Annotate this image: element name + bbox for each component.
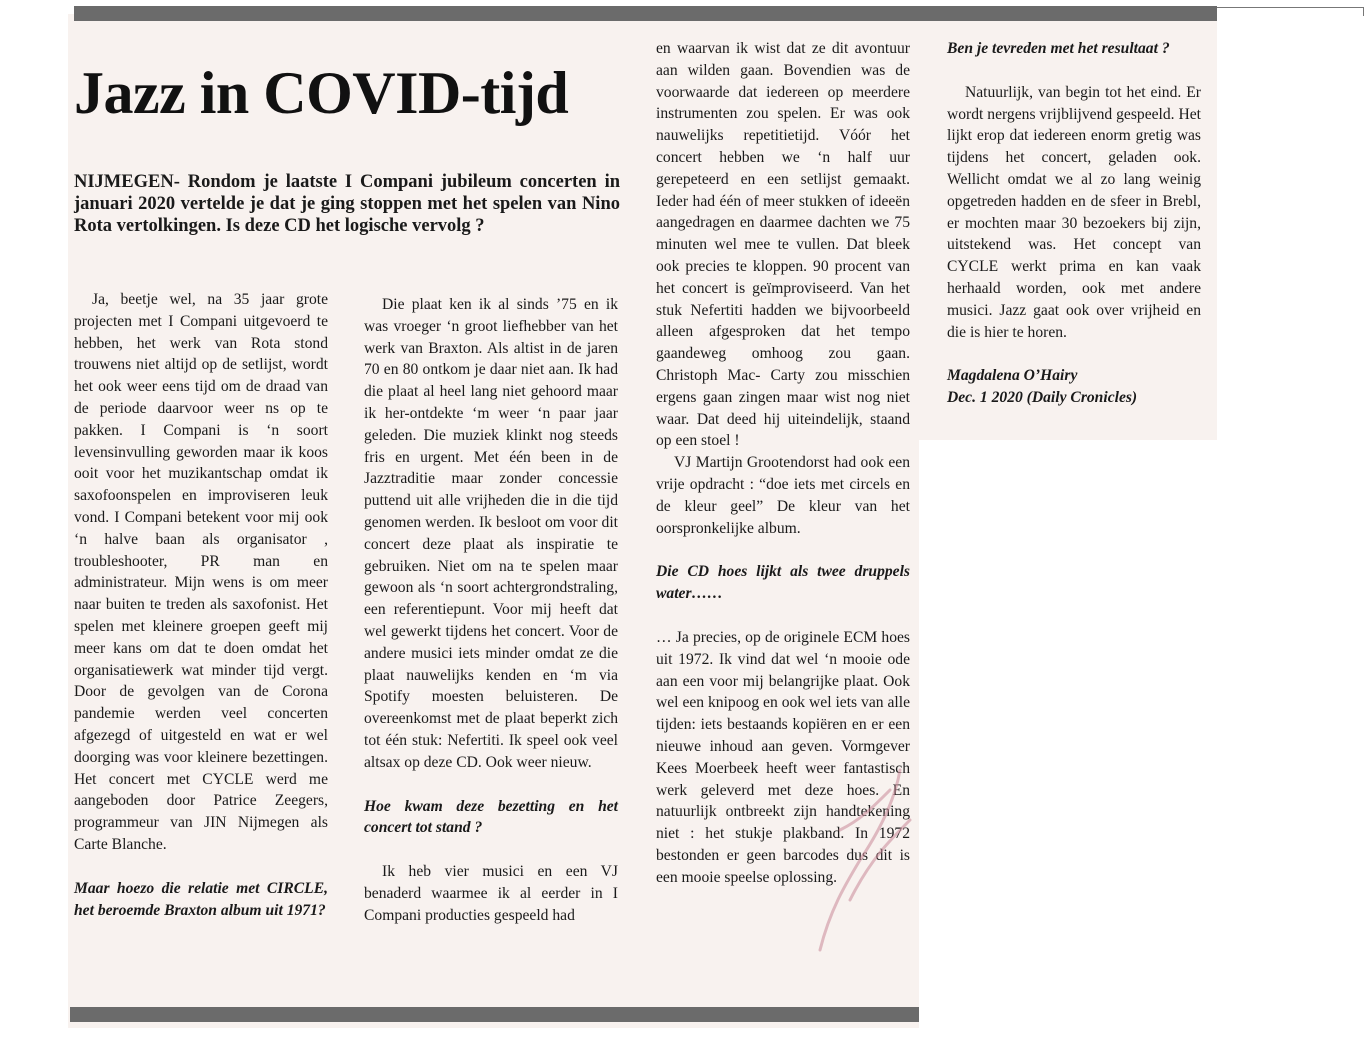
article-column-3 bbox=[656, 38, 910, 888]
article-dateline: Dec. 1 2020 (Daily Cronicles) bbox=[947, 389, 1138, 407]
top-rule bbox=[74, 6, 1217, 21]
author-name: Magdalena O’Hairy bbox=[947, 367, 1078, 385]
paragraph: Ik heb vier musici en een VJ benaderd waarmee ik al eerder in I Compani producties gespeeld had bbox=[364, 863, 618, 924]
interview-question: Hoe kwam deze bezetting en het concert tot stand ? bbox=[364, 797, 618, 837]
article-column-4 bbox=[947, 38, 1201, 409]
paragraph: Natuurlijk, van begin tot het eind. Er wordt nergens vrijblijvend gespeeld. Het lijkt erop dat iedereen enorm gretig was tijdens het concert, geladen ook. Wellicht omdat we al zo lang weinig opgetreden hadden en de sfeer in Brebl, er mochten maar 30 bezoekers bij zijn, uitstekend was. Het concept van CYCLE werkt prima en kan vaak herhaald worden, ook met andere musici. Jazz gaat ook over vrijheid en die is hier te horen. bbox=[947, 83, 1201, 341]
paragraph: Die plaat ken ik al sinds ’75 en ik was vroeger ‘n groot liefhebber van het werk van Braxton. Als altist in de jaren 70 en 80 ontkom je daar niet aan. Ik had die plaat al heel lang niet gehoord maar ik her-ontdekte ‘m weer ‘n paar jaar geleden. Die muziek klinkt nog steeds fris en urgent. Met één been in de Jazztraditie maar zonder concessie puttend uit alle vrijheden die in die tijd genomen werden. Ik besloot om voor dit concert deze plaat als inspiratie te gebruiken. Niet om na te spelen maar gewoon als ‘n soort achtergrondstraling, een referentiepunt. Voor mij heeft dat wel gewerkt tijdens het concert. Voor de andere musici iets minder omdat ze die plaat nauwelijks kenden en ‘m via Spotify moesten beluisteren. De overeenkomst met de plaat beperkt zich tot één stuk: Nefertiti. Ik speel ook veel altsax op deze CD. Ook weer nieuw. bbox=[364, 296, 618, 771]
paragraph: Ja, beetje wel, na 35 jaar grote projecten met I Compani uitgevoerd te hebben, het werk van Rota stond trouwens niet altijd op de setlijst, wordt het ook weer eens tijd om de draad van de periode daarvoor weer ns op te pakken. I Compani is ‘n soort levensinvulling geworden maar ik koos ooit voor het muzikantschap omdat ik saxofoonspelen en improviseren leuk vond. I Compani betekent voor mij ook ‘n halve baan als organisator , troubleshooter, PR man en administrateur. Mijn wens is om meer naar buiten te treden als saxofonist. Het spelen met kleinere groepen geeft mij meer kans om dat te doen omdat het organisatiewerk wat minder tijd vergt. Door de gevolgen van de Corona pandemie werden veel concerten afgezegd of uitgesteld en wat er wel doorging was voor kleinere bezettingen. Het concert met CYCLE werd me aangeboden door Patrice Zeegers, programmeur van JIN Nijmegen als Carte Blanche. bbox=[74, 291, 328, 853]
crop-line bbox=[1217, 7, 1364, 8]
article-lead: NIJMEGEN- Rondom je laatste I Compani jubileum concerten in januari 2020 vertelde je dat je ging stoppen met het spelen van Nino Rota vertolkingen. Is deze CD het logische vervolg ? bbox=[74, 172, 620, 236]
crop-line-vertical bbox=[1363, 7, 1364, 16]
paragraph: en waarvan ik wist dat ze dit avontuur aan wilden gaan. Bovendien was de voorwaarde dat iedereen op meerdere instrumenten zou spelen. Er was ook nauwelijks repetitietijd. Vóór het concert hebben we ‘n half uur gerepeteerd en een setlijst gemaakt. Ieder had één of meer stukken of ideeën aangedragen en daarmee dachten we 75 minuten wel mee te vullen. Dat bleek ook precies te kloppen. 90 procent van het concert is geïmproviseerd. Van het stuk Nefertiti hadden we bijvoorbeeld alleen afgesproken dat het tempo gaandeweg omhoog zou gaan. Christoph Mac- Carty zou misschien ergens gaan zingen maar wist nog niet waar. Dat deed hij uiteindelijk, staand op een stoel ! bbox=[656, 40, 910, 450]
article-headline: Jazz in COVID-tijd bbox=[74, 60, 569, 126]
bottom-rule bbox=[70, 1007, 919, 1022]
article-column-1 bbox=[74, 289, 328, 921]
interview-question: Maar hoezo die relatie met CIRCLE, het beroemde Braxton album uit 1971? bbox=[74, 879, 328, 919]
paragraph: VJ Martijn Grootendorst had ook een vrije opdracht : “doe iets met circels en de kleur geel” De kleur van het oorspronkelijke album. bbox=[656, 454, 910, 537]
interview-question: Die CD hoes lijkt als twee druppels water…… bbox=[656, 563, 910, 603]
interview-question: Ben je tevreden met het resultaat ? bbox=[947, 40, 1170, 57]
paragraph: … Ja precies, op de originele ECM hoes uit 1972. Ik vind dat wel ‘n mooie ode aan een voor mij belangrijke plaat. Ook wel een knipoog en ook wel iets van alle tijden: iets bestaands kopiëren en er een nieuwe inhoud aan geven. Vormgever Kees Moerbeek heeft weer fantastisch werk geleverd met deze hoes. En natuurlijk ontbreekt zijn handtekening niet : het stukje plakband. In 1972 bestonden er geen barcodes dus dit is een mooie speelse oplossing. bbox=[656, 628, 910, 886]
article-column-2 bbox=[364, 294, 618, 927]
